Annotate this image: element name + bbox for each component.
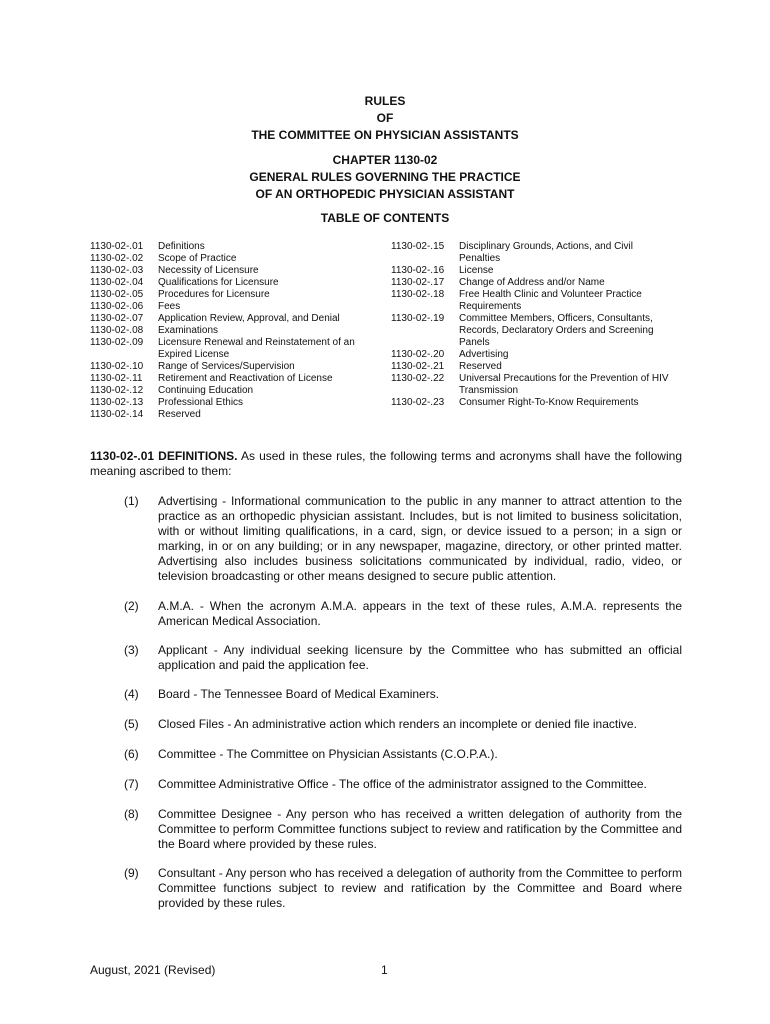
toc-entry-title: Range of Services/Supervision (158, 361, 295, 372)
definition-item (124, 717, 682, 732)
toc-entry-title: Scope of Practice (158, 253, 237, 264)
toc-entry-number: 1130-02-.18 (391, 289, 445, 300)
definition-text: Consultant - Any person who has received a delegation of authority from the Committee to perform Committee functions subject to review and ratification by the Committee and Board where provided by these rules. (158, 866, 682, 910)
definition-number: (9) (124, 866, 139, 880)
definition-text: Applicant - Any individual seeking licensure by the Committee who has submitted an official application and paid the application fee. (158, 643, 682, 672)
toc-entry-title: Retirement and Reactivation of License (158, 373, 333, 384)
toc-entry (90, 289, 370, 301)
toc-entry (391, 277, 691, 289)
toc-entry (90, 337, 370, 349)
toc-entry-number: 1130-02-.14 (90, 409, 144, 420)
toc-entry-title: Consumer Right-To-Know Requirements (459, 397, 639, 408)
toc-entry-number: 1130-02-.08 (90, 325, 144, 336)
chapter-header (0, 152, 770, 203)
toc-entry (90, 301, 370, 313)
definition-item (124, 777, 682, 792)
toc-entry (391, 289, 691, 301)
toc-entry (90, 265, 370, 277)
document-header (0, 93, 770, 144)
toc-entry-number: 1130-02-.23 (391, 397, 445, 408)
toc-entry (90, 313, 370, 325)
toc-entry-title: Reserved (158, 409, 201, 420)
toc-entry-number: 1130-02-.01 (90, 241, 144, 252)
toc-entry-title: Change of Address and/or Name (459, 277, 605, 288)
chapter-subtitle-2: OF AN ORTHOPEDIC PHYSICIAN ASSISTANT (255, 187, 515, 201)
toc-entry-title: Continuing Education (158, 385, 254, 396)
toc-entry (90, 361, 370, 373)
toc-entry (391, 373, 691, 385)
toc-entry-number: 1130-02-.09 (90, 337, 144, 348)
toc-entry-title: Fees (158, 301, 181, 312)
toc-entry-number: 1130-02-.16 (391, 265, 445, 276)
definition-number: (3) (124, 643, 139, 657)
toc-entry-number: 1130-02-.07 (90, 313, 144, 324)
toc-entry-continuation: Expired License (158, 349, 230, 360)
toc-entry-number: 1130-02-.03 (90, 265, 144, 276)
toc-entry-title: Necessity of Licensure (158, 265, 259, 276)
toc-entry (391, 397, 691, 409)
section-intro-text: As used in these rules, the following terms and acronyms shall have the following meaning ascribed to them: (90, 449, 682, 478)
definition-item (124, 643, 682, 673)
toc-entry (90, 385, 370, 397)
toc-entry-title: Advertising (459, 349, 509, 360)
toc-title: TABLE OF CONTENTS (320, 211, 450, 225)
definition-number: (7) (124, 777, 139, 791)
toc-entry-title: Licensure Renewal and Reinstatement of an (158, 337, 355, 348)
toc-entry (391, 241, 691, 253)
toc-entry (90, 325, 370, 337)
toc-entry (90, 277, 370, 289)
toc-entry (391, 361, 691, 373)
toc-entry (90, 409, 370, 421)
definition-text: Committee Administrative Office - The office of the administrator assigned to the Committee. (158, 777, 647, 791)
toc-entry-continuation: Penalties (459, 253, 501, 264)
definition-item (124, 687, 682, 702)
toc-entry-number: 1130-02-.05 (90, 289, 144, 300)
definition-text: A.M.A. - When the acronym A.M.A. appears in the text of these rules, A.M.A. represents the American Medical Association. (158, 599, 682, 628)
definition-number: (8) (124, 807, 139, 821)
definition-number: (1) (124, 494, 139, 508)
toc-entry-title: Definitions (158, 241, 205, 252)
toc-entry-title: Qualifications for Licensure (158, 277, 279, 288)
toc-entry-title: Procedures for Licensure (158, 289, 270, 300)
toc-entry (90, 241, 370, 253)
definition-item (124, 807, 682, 852)
definitions-section-intro (90, 449, 682, 479)
toc-entry (391, 265, 691, 277)
definition-text: Advertising - Informational communication to the public in any manner to attract attention to the practice as an orthopedic physician assistant. Includes, but is not limited to business solicitation, with or without limiting qualifications, in a card, sign, or device issued to a person; in a sign or marking, in or on any building; or in any newspaper, magazine, directory, or other printed matter. Advertising also includes business solicitations communicated by individual, radio, video, or television broadcasting or other means designed to secure public attention. (158, 494, 682, 583)
toc-right-column (391, 241, 691, 409)
header-line-of: OF (376, 111, 394, 125)
definition-item (124, 866, 682, 911)
chapter-subtitle-1: GENERAL RULES GOVERNING THE PRACTICE (249, 170, 521, 184)
toc-entry (90, 397, 370, 409)
toc-entry-number: 1130-02-.04 (90, 277, 144, 288)
toc-entry-title: Application Review, Approval, and Denial (158, 313, 340, 324)
definition-text: Closed Files - An administrative action which renders an incomplete or denied file inactive. (158, 717, 637, 731)
toc-entry (90, 373, 370, 385)
toc-entry-title: Free Health Clinic and Volunteer Practice (459, 289, 642, 300)
toc-entry-number: 1130-02-.17 (391, 277, 445, 288)
toc-entry-continuation: Requirements (459, 301, 522, 312)
toc-entry-number: 1130-02-.06 (90, 301, 144, 312)
toc-entry-title: Professional Ethics (158, 397, 244, 408)
header-line-rules: RULES (364, 94, 406, 108)
toc-entry-continuation: Transmission (459, 385, 519, 396)
section-heading: 1130-02-.01 DEFINITIONS. (90, 449, 238, 463)
toc-entry-number: 1130-02-.20 (391, 349, 445, 360)
chapter-number: CHAPTER 1130-02 (332, 153, 438, 167)
definition-item (124, 599, 682, 629)
toc-entry-continuation: Panels (459, 337, 490, 348)
footer-date: August, 2021 (Revised) (90, 963, 216, 977)
toc-entry-title: License (459, 265, 494, 276)
toc-entry-number: 1130-02-.02 (90, 253, 144, 264)
definition-number: (6) (124, 747, 139, 761)
header-line-committee: THE COMMITTEE ON PHYSICIAN ASSISTANTS (251, 128, 519, 142)
toc-entry-title: Examinations (158, 325, 219, 336)
toc-entry (391, 349, 691, 361)
footer-page-number: 1 (381, 963, 388, 977)
definition-number: (5) (124, 717, 139, 731)
toc-entry-number: 1130-02-.19 (391, 313, 445, 324)
toc-entry-continuation: Records, Declaratory Orders and Screening (459, 325, 654, 336)
toc-entry-number: 1130-02-.15 (391, 241, 445, 252)
definition-number: (4) (124, 687, 139, 701)
definition-text: Board - The Tennessee Board of Medical Examiners. (158, 687, 440, 701)
toc-left-column (90, 241, 370, 421)
toc-entry-number: 1130-02-.10 (90, 361, 144, 372)
definition-item (124, 494, 682, 584)
toc-entry-number: 1130-02-.11 (90, 373, 143, 384)
definition-text: Committee Designee - Any person who has received a written delegation of authority from the Committee to perform Committee functions subject to review and ratification by the Committee and the Board where provided by these rules. (158, 807, 682, 851)
definition-text: Committee - The Committee on Physician Assistants (C.O.P.A.). (158, 747, 498, 761)
toc-entry-number: 1130-02-.21 (391, 361, 445, 372)
toc-entry-number: 1130-02-.13 (90, 397, 144, 408)
toc-entry-number: 1130-02-.12 (90, 385, 144, 396)
toc-entry-title: Universal Precautions for the Prevention of HIV (459, 373, 669, 384)
definition-number: (2) (124, 599, 139, 613)
toc-entry-title: Committee Members, Officers, Consultants, (459, 313, 653, 324)
definition-item (124, 747, 682, 762)
toc-entry-number: 1130-02-.22 (391, 373, 445, 384)
toc-entry (391, 313, 691, 325)
toc-entry-title: Disciplinary Grounds, Actions, and Civil (459, 241, 633, 252)
toc-entry (90, 253, 370, 265)
toc-entry-title: Reserved (459, 361, 502, 372)
